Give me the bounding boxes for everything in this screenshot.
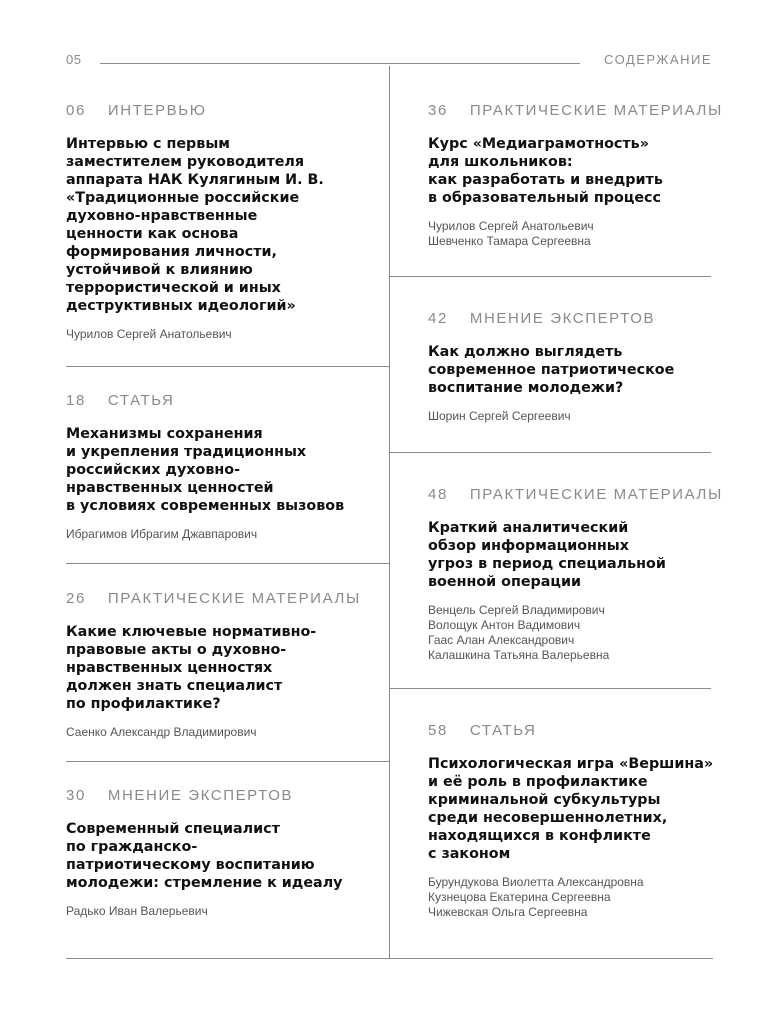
entry-authors: Чурилов Сергей Анатольевич: [66, 327, 232, 341]
toc-entry-36[interactable]: [428, 102, 728, 249]
toc-entry-06[interactable]: [66, 102, 386, 342]
entry-header: [66, 787, 386, 804]
left-row-divider-3: [66, 761, 389, 762]
entry-page-number: 26: [66, 590, 86, 607]
entry-title[interactable]: Современный специалист по гражданско- патриотическому воспитанию молодежи: стремление к идеалу: [66, 821, 343, 891]
entry-header: [66, 590, 386, 607]
entry-category: ПРАКТИЧЕСКИЕ МАТЕРИАЛЫ: [469, 102, 723, 119]
page-number: 05: [66, 52, 82, 67]
footer-rule: [66, 958, 713, 959]
entry-authors: Радько Иван Валерьевич: [66, 904, 208, 918]
entry-header: [428, 722, 728, 739]
toc-entry-58[interactable]: [428, 722, 728, 920]
entry-title[interactable]: Краткий аналитический обзор информационных угроз в период специальной военной операции: [428, 520, 666, 590]
entry-page-number: 42: [428, 310, 448, 327]
entry-title[interactable]: Психологическая игра «Вершина» и её роль в профилактике криминальной субкультуры среди несовершеннолетних, находящихся в конфликте с законом: [428, 756, 714, 862]
entry-authors: Саенко Александр Владимирович: [66, 725, 257, 739]
toc-entry-26[interactable]: [66, 590, 386, 740]
entry-title[interactable]: Как должно выглядеть современное патриотическое воспитание молодежи?: [428, 344, 675, 396]
entry-page-number: 06: [66, 102, 86, 119]
entry-page-number: 18: [66, 392, 86, 409]
column-divider: [389, 66, 390, 958]
entry-title[interactable]: Какие ключевые нормативно- правовые акты о духовно- нравственных ценностях должен знать специалист по профилактике?: [66, 624, 317, 712]
header-rule: [100, 63, 580, 64]
left-row-divider-1: [66, 366, 389, 367]
entry-header: [66, 392, 386, 409]
entry-title[interactable]: Механизмы сохранения и укрепления традиционных российских духовно- нравственных ценностей в условиях современных вызовов: [66, 426, 345, 514]
entry-header: [428, 102, 728, 119]
entry-category: СТАТЬЯ: [469, 722, 537, 739]
entry-category: ИНТЕРВЬЮ: [107, 102, 207, 119]
entry-title[interactable]: Курс «Медиаграмотность» для школьников: как разработать и внедрить в образовательный процесс: [428, 136, 663, 206]
entry-page-number: 58: [428, 722, 448, 739]
entry-category: МНЕНИЕ ЭКСПЕРТОВ: [107, 787, 294, 804]
entry-header: [66, 102, 386, 119]
entry-header: [428, 310, 728, 327]
entry-category: СТАТЬЯ: [107, 392, 175, 409]
entry-authors: Шорин Сергей Сергеевич: [428, 409, 571, 423]
entry-category: МНЕНИЕ ЭКСПЕРТОВ: [469, 310, 656, 327]
entry-category: ПРАКТИЧЕСКИЕ МАТЕРИАЛЫ: [469, 486, 723, 503]
entry-authors: Ибрагимов Ибрагим Джавпарович: [66, 527, 258, 541]
left-row-divider-2: [66, 563, 389, 564]
entry-authors: Чурилов Сергей Анатольевич Шевченко Тамара Сергеевна: [428, 219, 594, 248]
entry-category: ПРАКТИЧЕСКИЕ МАТЕРИАЛЫ: [107, 590, 361, 607]
section-title: СОДЕРЖАНИЕ: [603, 52, 712, 67]
entry-page-number: 48: [428, 486, 448, 503]
right-row-divider-3: [389, 688, 711, 689]
entry-header: [428, 486, 728, 503]
toc-entry-48[interactable]: [428, 486, 728, 663]
entry-authors: Бурундукова Виолетта Александровна Кузнецова Екатерина Сергеевна Чижевская Ольга Сергеевна: [428, 875, 644, 919]
toc-entry-30[interactable]: [66, 787, 386, 919]
entry-page-number: 36: [428, 102, 448, 119]
entry-title[interactable]: Интервью с первым заместителем руководителя аппарата НАК Кулягиным И. В. «Традиционные российские духовно-нравственные ценности как основа формирования личности, устойчивой к влиянию террористической и иных деструктивных идеологий»: [66, 136, 324, 314]
right-row-divider-1: [389, 276, 711, 277]
entry-page-number: 30: [66, 787, 86, 804]
right-row-divider-2: [389, 452, 711, 453]
entry-authors: Венцель Сергей Владимирович Волощук Антон Вадимович Гаас Алан Александрович Калашкина Татьяна Валерьевна: [428, 603, 610, 662]
toc-entry-42[interactable]: [428, 310, 728, 424]
toc-entry-18[interactable]: [66, 392, 386, 542]
